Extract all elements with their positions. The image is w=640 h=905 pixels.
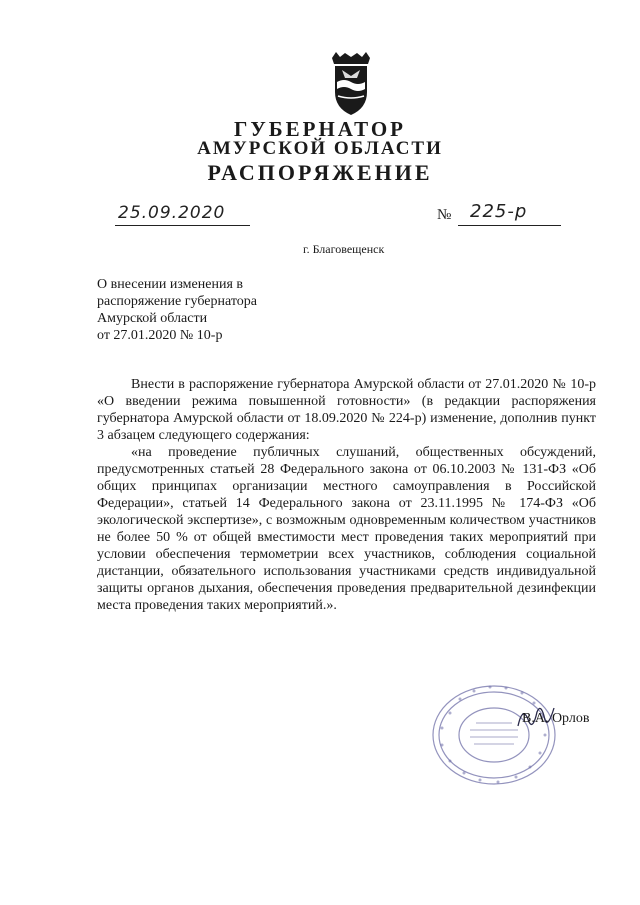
- body-paragraph: «на проведение публичных слушаний, общественных обсуждений, предусмотренных статьей 28 Федерального закона от 06.10.2003 № 131-ФЗ «Об общих принципах организации местного самоуправления в Российской Федерации», статьей 14 Федерального закона от 23.11.1995 № 174-ФЗ «Об экологической экспертизе», с возможным одновременным количеством участников не более 50 % от общей вместимости мест проведения таких мероприятий при условии обеспечения термометрии всех участников, соблюдения социальной дистанции, обязательного использования участниками средств индивидуальной защиты органов дыхания, обеспечения проведения предварительной дезинфекции места проведения таких мероприятий.».: [97, 445, 596, 613]
- official-seal-stamp-icon: [430, 683, 558, 787]
- amur-region-coat-of-arms-icon: [322, 52, 380, 116]
- issuer-title: ГУБЕРНАТОР: [233, 117, 407, 141]
- subject-line: распоряжение губернатора: [97, 294, 257, 309]
- body-paragraph: Внести в распоряжение губернатора Амурской области от 27.01.2020 № 10-р «О введении режима повышенной готовности» (в редакции распоряжения губернатора Амурской области от 18.09.2020 № 224-р) изменение, дополнив пункт 3 абзацем следующего содержания:: [97, 377, 596, 443]
- subject-line: от 27.01.2020 № 10-р: [97, 328, 223, 343]
- issue-city: г. Благовещенск: [303, 242, 385, 256]
- document-date: 25.09.2020: [118, 203, 226, 223]
- issuer-region: АМУРСКОЙ ОБЛАСТИ: [197, 138, 443, 159]
- number-underline: [458, 225, 561, 226]
- number-sign: №: [437, 207, 452, 223]
- subject-line: О внесении изменения в: [97, 277, 243, 292]
- date-underline: [115, 225, 250, 226]
- document-subject: [97, 276, 257, 344]
- signer-name: В.А. Орлов: [522, 711, 590, 726]
- subject-line: Амурской области: [97, 311, 208, 326]
- document-type: РАСПОРЯЖЕНИЕ: [207, 160, 433, 185]
- document-number: 225-р: [470, 201, 528, 222]
- document-body: [97, 376, 596, 614]
